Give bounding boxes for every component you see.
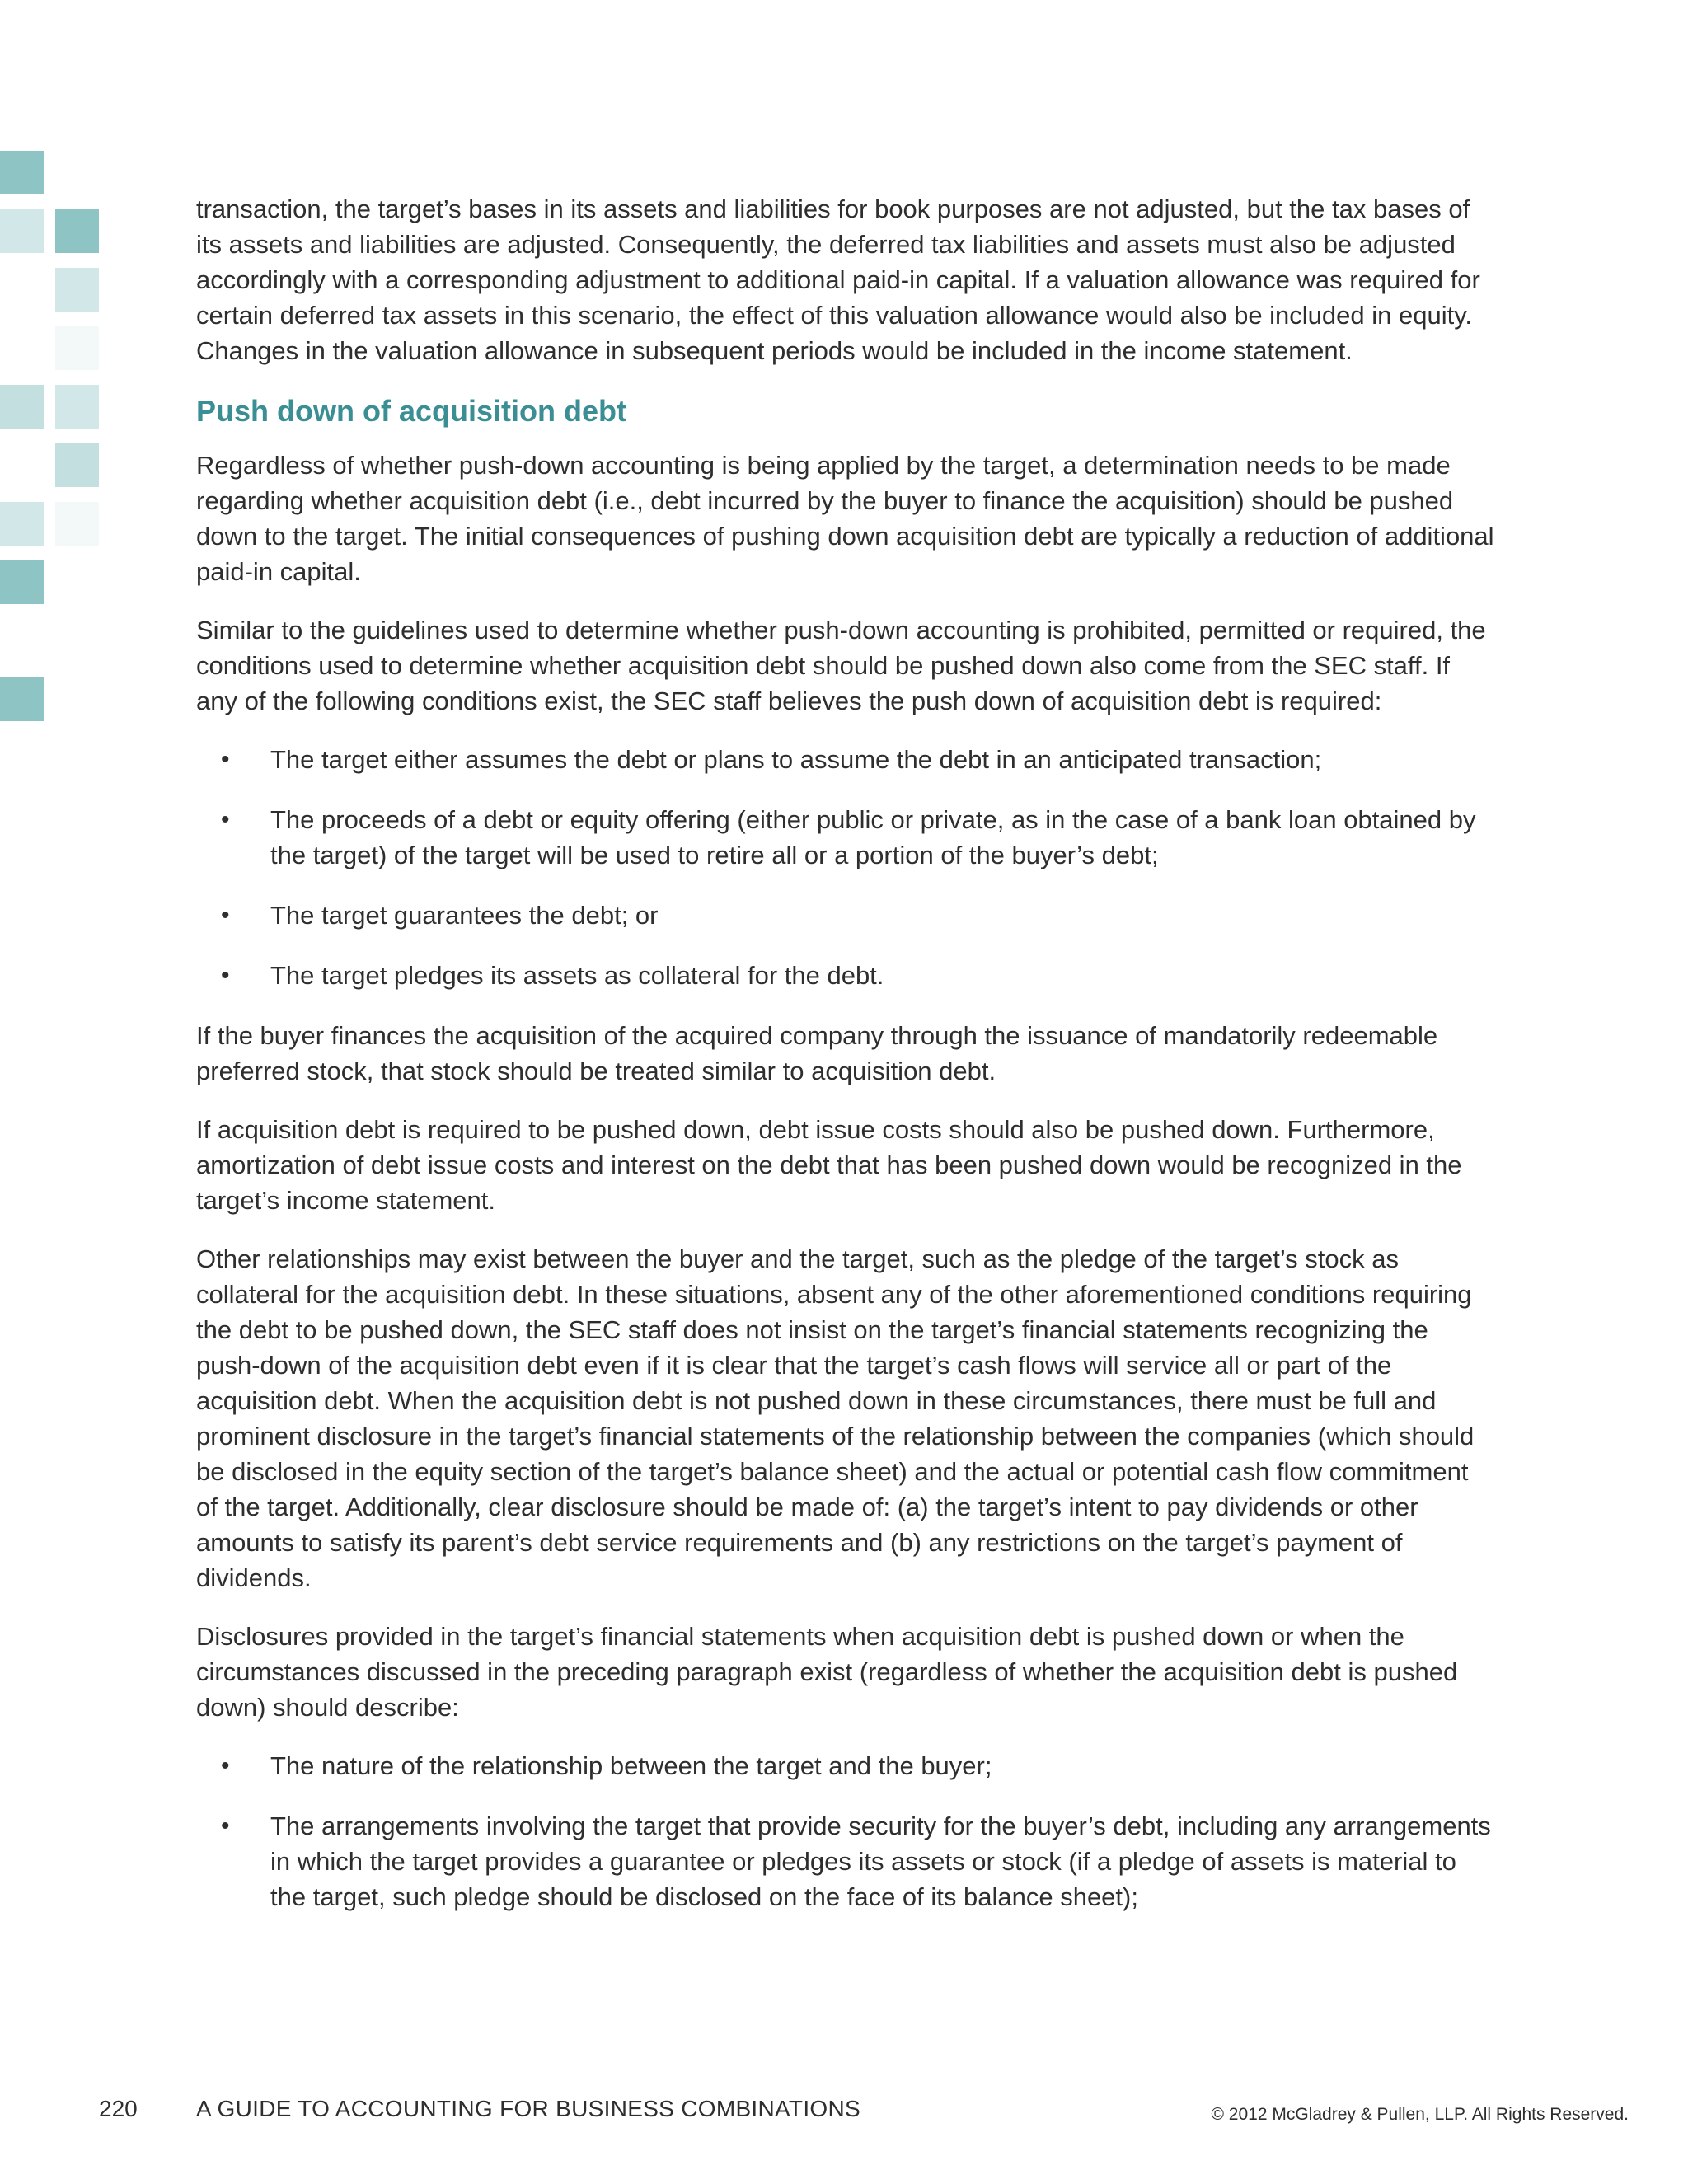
- list-item-text: The target either assumes the debt or plans to assume the debt in an anticipated transaction;: [270, 745, 1322, 774]
- section-heading: Push down of acquisition debt: [196, 394, 626, 428]
- paragraph: Similar to the guidelines used to determine whether push-down accounting is prohibited, permitted or required, the conditions used to determine whether acquisition debt should be pushed down also come from the SEC staff. If any of the following conditions exist, the SEC staff believes the push down of acquisition debt is required:: [196, 616, 1486, 715]
- decor-square-4: [55, 268, 99, 312]
- bullet-icon: •: [221, 806, 230, 833]
- paragraph: Regardless of whether push-down accounting is being applied by the target, a determination needs to be made regarding whether acquisition debt (i.e., debt incurred by the buyer to finance the acquisition) should be pushed down to the target. The initial consequences of pushing down acquisition debt are typically a reduction of additional paid-in capital.: [196, 451, 1494, 586]
- list-item-text: The nature of the relationship between the target and the buyer;: [270, 1751, 992, 1780]
- intro-paragraph: transaction, the target’s bases in its assets and liabilities for book purposes are not adjusted, but the tax bases of its assets and liabilities are adjusted. Consequently, the deferred tax liabilities and assets must also be adjusted accordingly with a corresponding adjustment to additional paid-in capital. If a valuation allowance was required for certain deferred tax assets in this scenario, the effect of this valuation allowance would also be included in equity. Changes in the valuation allowance in subsequent periods would be included in the income statement.: [196, 194, 1480, 365]
- bullet-icon: •: [221, 1812, 230, 1840]
- page-body: [196, 191, 1494, 1939]
- decor-square-2: [0, 209, 44, 253]
- decor-square-7: [55, 385, 99, 429]
- bullet-icon: •: [221, 962, 230, 989]
- conditions-list: [196, 742, 1494, 993]
- list-item: [196, 742, 1494, 777]
- decor-square-10: [55, 502, 99, 546]
- decor-square-9: [0, 502, 44, 546]
- decor-square-5: [55, 326, 99, 370]
- copyright-notice: © 2012 McGladrey & Pullen, LLP. All Rights Reserved.: [1211, 2105, 1629, 2124]
- decor-square-8: [55, 443, 99, 487]
- list-item-text: The target pledges its assets as collateral for the debt.: [270, 961, 884, 990]
- list-item: [196, 1748, 1494, 1783]
- list-item-text: The proceeds of a debt or equity offering (either public or private, as in the case of a bank loan obtained by the target) of the target will be used to retire all or a portion of the buyer’s debt;: [270, 805, 1476, 869]
- list-item-text: The arrangements involving the target that provide security for the buyer’s debt, including any arrangements in which the target provides a guarantee or pledges its assets or stock (if a pledge of assets is material to the target, such pledge should be disclosed on the face of its balance sheet);: [270, 1811, 1491, 1911]
- list-item: [196, 1808, 1494, 1915]
- decor-square-12: [0, 677, 44, 721]
- bullet-icon: •: [221, 746, 230, 773]
- list-item-text: The target guarantees the debt; or: [270, 901, 659, 930]
- bullet-icon: •: [221, 1752, 230, 1779]
- paragraph: Other relationships may exist between the buyer and the target, such as the pledge of the target’s stock as collateral for the acquisition debt. In these situations, absent any of the other aforementioned conditions requiring the debt to be pushed down, the SEC staff does not insist on the target’s financial statements recognizing the push-down of the acquisition debt even if it is clear that the target’s cash flows will service all or part of the acquisition debt. When the acquisition debt is not pushed down in these circumstances, there must be full and prominent disclosure in the target’s financial statements of the relationship between the companies (which should be disclosed in the equity section of the target’s balance sheet) and the actual or potential cash flow commitment of the target. Additionally, clear disclosure should be made of: (a) the target’s intent to pay dividends or other amounts to satisfy its parent’s debt service requirements and (b) any restrictions on the target’s payment of dividends.: [196, 1244, 1475, 1592]
- decor-square-6: [0, 385, 44, 429]
- paragraph: If the buyer finances the acquisition of the acquired company through the issuance of mandatorily redeemable preferred stock, that stock should be treated similar to acquisition debt.: [196, 1021, 1438, 1085]
- bullet-icon: •: [221, 902, 230, 929]
- paragraph: Disclosures provided in the target’s financial statements when acquisition debt is pushed down or when the circumstances discussed in the preceding paragraph exist (regardless of whether the acquisition debt is pushed down) should describe:: [196, 1622, 1458, 1722]
- list-item: [196, 802, 1494, 873]
- decor-square-1: [0, 151, 44, 194]
- disclosures-list: [196, 1748, 1494, 1915]
- footer-title: A GUIDE TO ACCOUNTING FOR BUSINESS COMBINATIONS: [196, 2096, 860, 2121]
- list-item: [196, 958, 1494, 993]
- paragraph: If acquisition debt is required to be pushed down, debt issue costs should also be pushed down. Furthermore, amortization of debt issue costs and interest on the debt that has been pushed down would be recognized in the target’s income statement.: [196, 1115, 1462, 1215]
- decor-square-11: [0, 560, 44, 604]
- decor-square-3: [55, 209, 99, 253]
- list-item: [196, 898, 1494, 933]
- page-number: 220: [99, 2096, 138, 2121]
